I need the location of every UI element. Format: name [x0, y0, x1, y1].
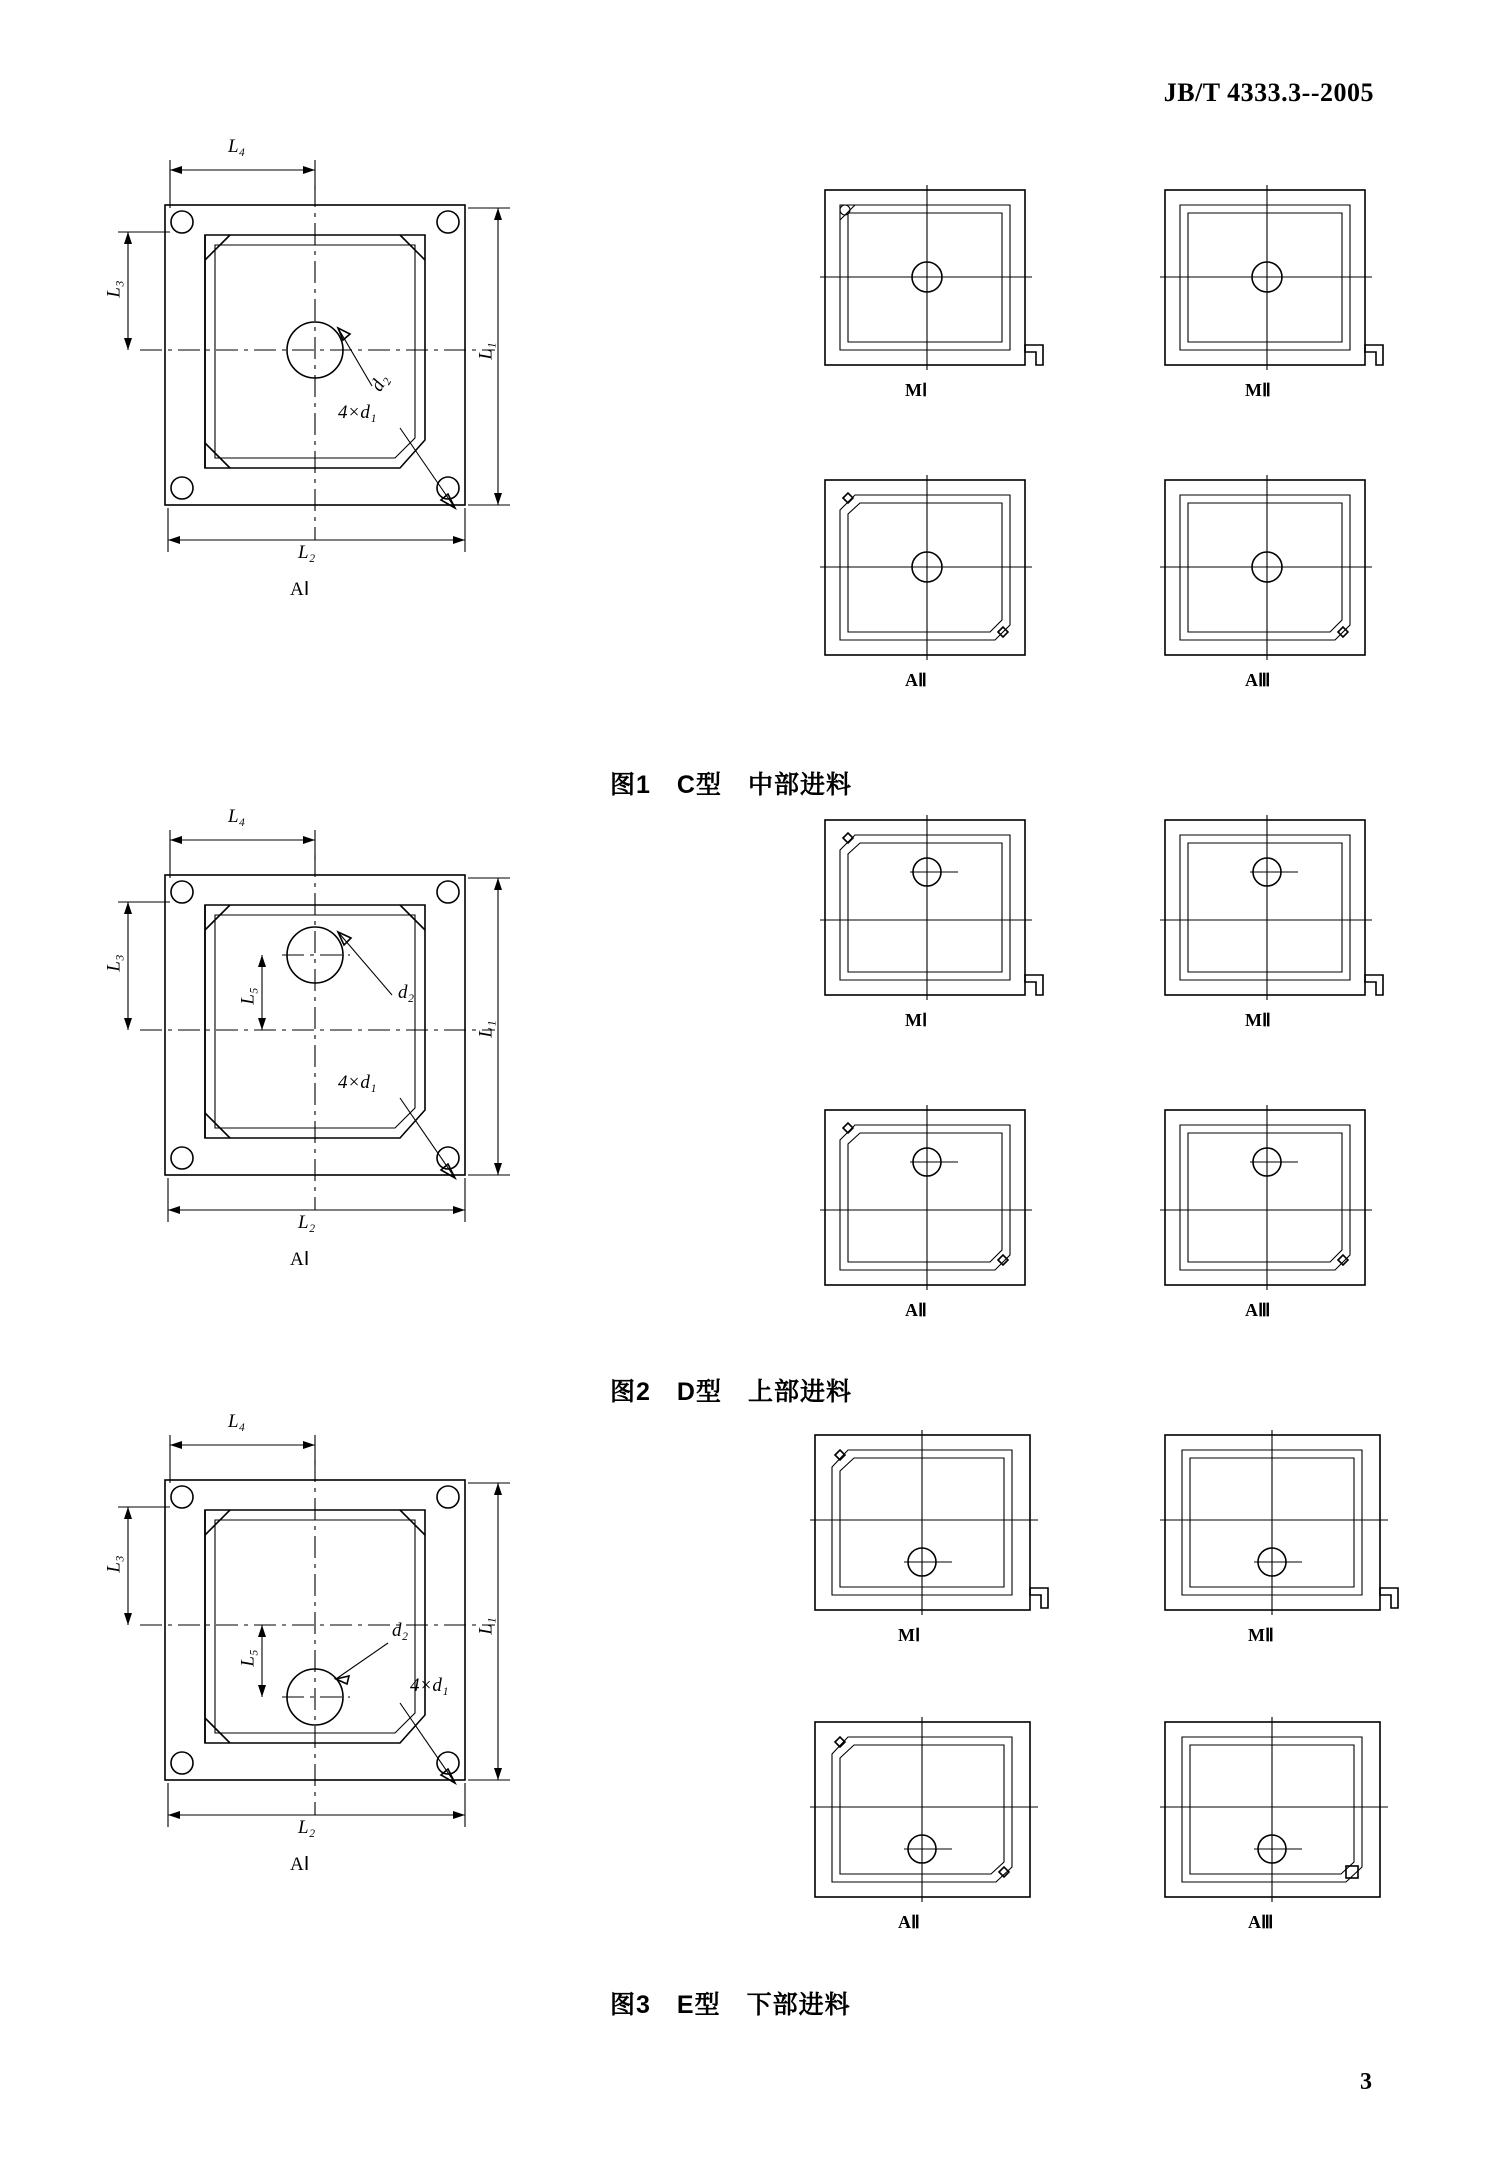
figure-3-subview-MII	[1150, 1425, 1400, 1645]
fig3-mi-drawing	[800, 1425, 1050, 1625]
fig2-label-MI: MⅠ	[905, 1010, 928, 1030]
fig1-dim-holes: 4×d₁	[338, 402, 377, 423]
fig1-label-AIII: AⅢ	[1245, 670, 1271, 690]
fig3-dim-L4: L₄	[228, 1411, 246, 1432]
fig2-label-AIII: AⅢ	[1245, 1300, 1271, 1320]
figure-3-caption: 图3 E型 下部进料	[610, 1991, 851, 2019]
fig2-label-AII: AⅡ	[905, 1300, 927, 1320]
figure-2-subview-AII	[810, 1100, 1050, 1320]
fig1-mii-drawing	[1150, 180, 1390, 380]
fig2-aii-drawing	[810, 1100, 1050, 1300]
figure-2-subview-MII	[1150, 810, 1390, 1030]
figure-2-main-drawing	[103, 806, 530, 1270]
fig1-label-AII: AⅡ	[905, 670, 927, 690]
fig3-label-AIII: AⅢ	[1248, 1912, 1274, 1932]
fig2-dim-L5: L₅	[237, 987, 259, 1005]
figure-1-caption: 图1 C型 中部进料	[610, 771, 852, 799]
fig2-dim-holes: 4×d₁	[338, 1072, 377, 1093]
fig3-mii-drawing	[1150, 1425, 1400, 1625]
figure-1-subview-AII	[810, 470, 1050, 690]
fig3-dim-L3: L₃	[103, 1555, 125, 1573]
figure-1-subview-AIII	[1150, 470, 1390, 690]
fig1-label-MI: MⅠ	[905, 380, 928, 400]
fig2-main-view-label: AⅠ	[290, 1249, 310, 1270]
standard-code-header: JB/T 4333.3--2005	[1163, 78, 1374, 107]
figure-3-subview-AII	[800, 1712, 1050, 1932]
fig1-mi-drawing	[810, 180, 1050, 380]
fig2-mi-drawing	[810, 810, 1050, 1010]
fig1-dim-L1: L₁	[475, 342, 497, 360]
figure-1-plate-drawing	[110, 150, 530, 570]
fig2-dim-L2: L₂	[298, 1212, 316, 1233]
figure-1-subview-MI	[810, 180, 1050, 400]
fig2-dim-L1: L₁	[475, 1020, 497, 1038]
fig1-dim-L4: L₄	[228, 136, 246, 157]
fig3-main-view-label: AⅠ	[290, 1854, 310, 1875]
fig2-dim-L4: L₄	[228, 806, 246, 827]
fig1-label-MII: MⅡ	[1245, 380, 1271, 400]
fig3-dim-d2: d₂	[392, 1620, 409, 1641]
fig1-dim-d2: d₂	[366, 370, 393, 395]
figure-2-caption: 图2 D型 上部进料	[610, 1378, 852, 1406]
fig1-dim-L3: L₃	[103, 280, 125, 298]
fig2-dim-L3: L₃	[103, 954, 125, 972]
page-number: 3	[1360, 2069, 1372, 2095]
figure-1-subview-MII	[1150, 180, 1390, 400]
figure-3-subview-AIII	[1150, 1712, 1400, 1932]
fig2-mii-drawing	[1150, 810, 1390, 1010]
fig1-aiii-drawing	[1150, 470, 1390, 670]
fig1-dim-L2: L₂	[298, 542, 316, 563]
fig3-label-MI: MⅠ	[898, 1625, 921, 1645]
fig1-main-view-label: AⅠ	[290, 579, 310, 600]
fig3-label-MII: MⅡ	[1248, 1625, 1274, 1645]
figure-2-plate-drawing	[110, 820, 530, 1240]
fig3-dim-L2: L₂	[298, 1817, 316, 1838]
figure-2-subview-AIII	[1150, 1100, 1390, 1320]
fig3-dim-L1: L₁	[475, 1617, 497, 1635]
figure-3-subview-MI	[800, 1425, 1050, 1645]
figure-1-main-drawing	[103, 136, 530, 600]
fig2-dim-d2: d₂	[398, 982, 415, 1003]
fig3-dim-holes: 4×d₁	[410, 1675, 449, 1696]
fig3-aii-drawing	[800, 1712, 1050, 1912]
figure-2-subview-MI	[810, 810, 1050, 1030]
fig1-aii-drawing	[810, 470, 1050, 670]
fig3-label-AII: AⅡ	[898, 1912, 920, 1932]
fig3-aiii-drawing	[1150, 1712, 1400, 1912]
fig3-dim-L5: L₅	[237, 1649, 259, 1667]
fig2-aiii-drawing	[1150, 1100, 1390, 1300]
figure-3-plate-drawing	[110, 1425, 530, 1845]
fig2-label-MII: MⅡ	[1245, 1010, 1271, 1030]
figure-3-main-drawing	[103, 1411, 530, 1875]
